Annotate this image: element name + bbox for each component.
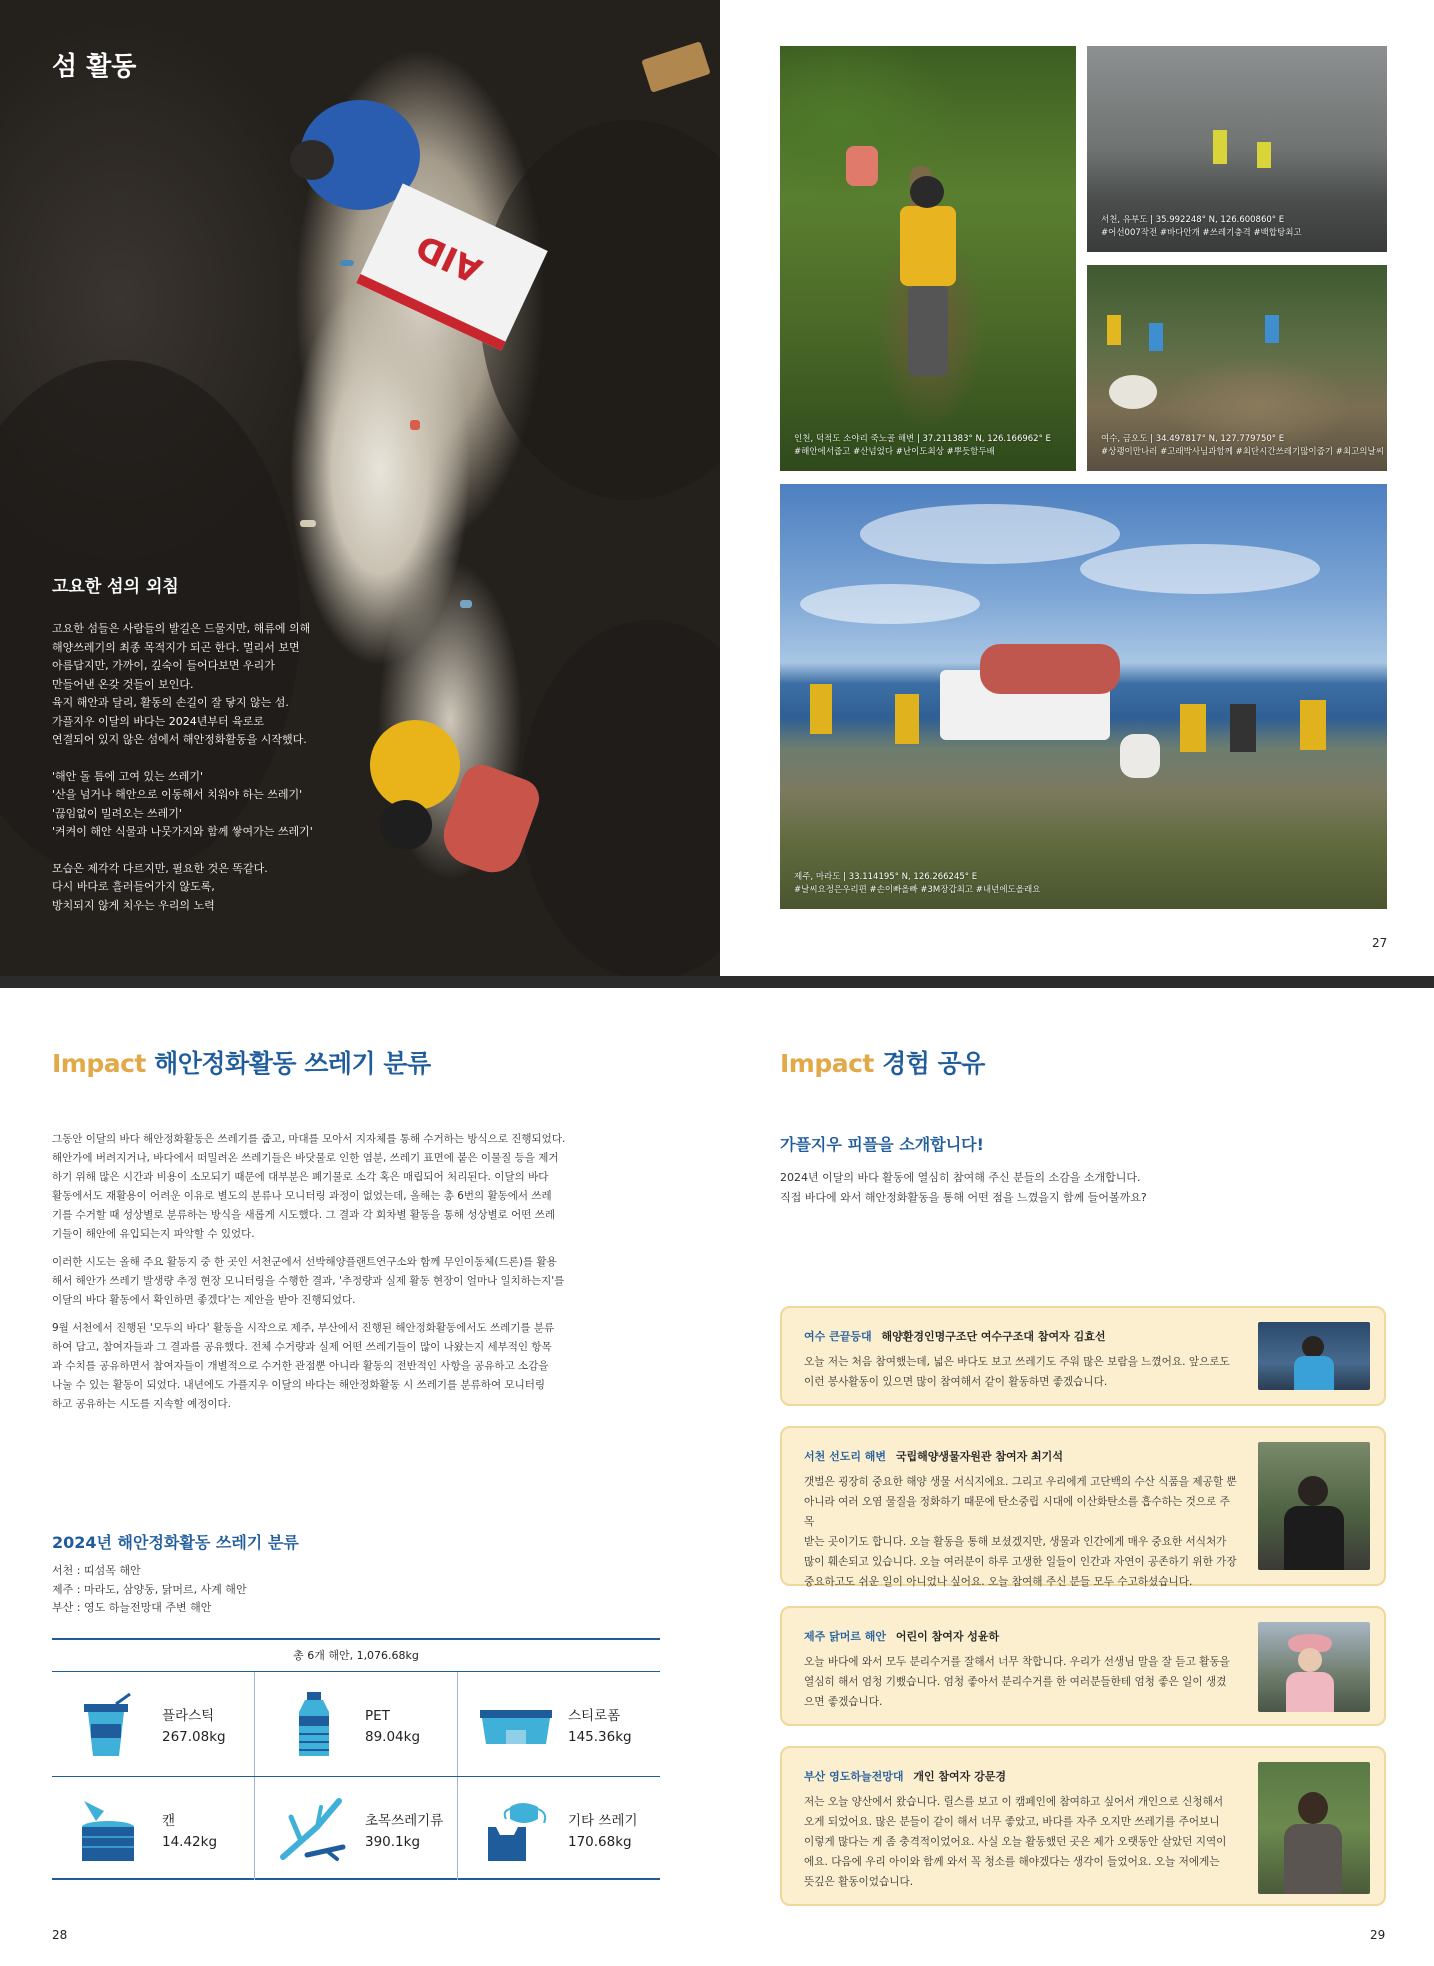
waste-name: 초목쓰레기류 [365, 1813, 444, 1829]
volunteer-vest [1180, 704, 1206, 752]
island-text [52, 620, 352, 933]
page-number: 28 [52, 1928, 68, 1942]
testimonial-body: 갯벌은 굉장히 중요한 해양 생물 서식지에요. 그리고 우리에게 고단백의 수산 식품을 제공할 뿐 아니라 여러 오염 물질을 정화하기 때문에 탄소중립 시대에 이산화탄소를 흡수하는 것으로 주목 받는 곳이기도 합니다. 오늘 활동을 통해 보셨겠지만, 생물과 인간에게 매우 중요한 서식처가 많이 훼손되고 있습니다. 오늘 여러분이 하루 고생한 일들이 인간과 자연이 공존하기 위한 가장 중요하고도 쉬운 일이 아니었나 싶어요. 오늘 참여해 주신 분들 모두 수고하셨습니다. [804, 1476, 1237, 1588]
island-cleanup-photo [0, 0, 720, 976]
styrofoam-box-icon [480, 1692, 552, 1758]
testimonial-body: 저는 오늘 양산에서 왔습니다. 릴스를 보고 이 캠페인에 참여하고 싶어서 개인으로 신청해서 오게 되었어요. 많은 분들이 같이 해서 너무 좋았고, 바다를 자주 오지만 쓰레기를 주어보니 이렇게 많다는 게 좀 충격적이었어요. 사실 오늘 활동했던 곳은 제가 오랫동안 살았던 지역이 에요. 다음에 우리 아이와 함께 와서 꼭 청소를 해야겠다는 생각이 들었어요. 오늘 저에게는 뜻깊은 활동이었습니다. [804, 1796, 1227, 1888]
waste-name: PET [365, 1708, 390, 1724]
impact-waste-title: Impact 해안정화활동 쓰레기 분류 [52, 1049, 431, 1078]
bag-print: AID [410, 225, 489, 291]
waste-name: 기타 쓰레기 [568, 1813, 638, 1829]
waste-name: 캔 [162, 1813, 176, 1829]
section-heading: 고요한 섬의 외침 [52, 577, 179, 597]
photo-yubudo [1087, 46, 1387, 252]
testimonial-body: 오늘 바다에 와서 모두 분리수거를 잘해서 너무 착합니다. 우리가 선생님 말을 잘 듣고 활동을 열심히 해서 엄청 기뻤습니다. 엄청 좋아서 분리수거를 한 여러분들한테 엄청 좋은 일이 생겼 으면 좋겠습니다. [804, 1656, 1230, 1708]
debris [410, 420, 420, 430]
paragraph: 9월 서천에서 진행된 '모두의 바다' 활동을 시작으로 제주, 부산에서 진행된 해안정화활동에서도 쓰레기를 분류 하여 담고, 참여자들과 그 결과를 공유했다. 전체 수거량과 실제 어떤 쓰레기들이 많이 나왔는지 세부적인 항목 과 수치를 공유하면서 참여자들이 개별적으로 수거한 관점뿐 아니라 활동의 전반적인 사항을 공유하고 소감을 나눌 수 있는 활동이 되었다. 내년에도 가플지우 이달의 바다는 해안정화활동 시 쓰레기를 분류하여 모니터링 하고 공유하는 시도를 지속할 예정이다. [52, 1322, 555, 1410]
waste-cell-other [458, 1777, 660, 1880]
waste-body-text [52, 1130, 654, 1423]
waste-cell-can [52, 1777, 255, 1880]
page-number: 29 [1370, 1928, 1386, 1942]
photo-caption: 여수, 금오도 | 34.497817° N, 127.779750° E #상괭이만나러 #고래박사님과함께 #최단시간쓰레기많이줍기 #최고의날씨 [1101, 434, 1384, 457]
participant-photo [1258, 1322, 1370, 1390]
paragraph: '해안 돌 틈에 고여 있는 쓰레기' '산을 넘거나 해안으로 이동해서 치워야 하는 쓰레기' '끊임없이 밀려오는 쓰레기' '켜켜이 해안 식물과 나뭇가지와 함께 쌓여가는 쓰레기' [52, 769, 313, 838]
spread-divider [0, 976, 1434, 988]
page-title: 섬 활동 [52, 52, 137, 82]
branch-icon [277, 1797, 349, 1863]
testimonial-body: 오늘 저는 처음 참여했는데, 넓은 바다도 보고 쓰레기도 주워 많은 보람을 느꼈어요. 앞으로도 이런 봉사활동이 있으면 많이 참여해서 같이 활동하면 좋겠습니다. [804, 1356, 1230, 1388]
volunteer-cap [910, 176, 944, 208]
volunteer-vest [1213, 130, 1227, 164]
cloud [800, 584, 980, 624]
volunteer-blue [1265, 315, 1279, 343]
photo-marado [780, 484, 1387, 909]
testimonial-title: 서천 선도리 해변 국립해양생물자원관 참여자 최기석 [804, 1450, 1063, 1463]
waste-table [52, 1638, 660, 1880]
waste-weight: 390.1kg [365, 1834, 421, 1850]
testimonial-title: 부산 영도하늘전망대 개인 참여자 강문경 [804, 1770, 1006, 1783]
waste-weight: 14.42kg [162, 1834, 218, 1850]
people-intro-title: 가플지우 피플을 소개합니다! [780, 1135, 984, 1154]
waste-cell-plastic [52, 1672, 255, 1776]
cloud [860, 504, 1120, 564]
location-list: 서천 : 띠섬목 해안 제주 : 마라도, 삼양동, 닭머르, 사계 해안 부산 : 영도 하늘전망대 주변 해안 [52, 1564, 247, 1614]
volunteer-vest [810, 684, 832, 734]
participant-photo [1258, 1762, 1370, 1894]
waste-weight: 170.68kg [568, 1834, 632, 1850]
testimonial-card [780, 1746, 1386, 1906]
waste-weight: 89.04kg [365, 1729, 421, 1745]
rock-shape [520, 620, 720, 976]
spread-top [0, 0, 1434, 976]
waste-classification-title: 2024년 해안정화활동 쓰레기 분류 [52, 1533, 299, 1552]
impact-experience-title: Impact 경험 공유 [780, 1049, 985, 1078]
waste-cell-branch [255, 1777, 458, 1880]
pet-bottle-icon [277, 1692, 349, 1758]
photo-caption: 서천, 유부도 | 35.992248° N, 126.600860° E #어선007작전 #바다안개 #쓰레기충격 #백합탕최고 [1101, 215, 1302, 238]
volunteer-vest [1107, 315, 1121, 345]
participant-photo [1258, 1622, 1370, 1712]
waste-weight: 145.36kg [568, 1729, 632, 1745]
volunteer-vest [1300, 700, 1326, 750]
photo-geumodo [1087, 265, 1387, 471]
participant-photo [1258, 1442, 1370, 1570]
testimonial-card [780, 1306, 1386, 1406]
plastic-cup-icon [74, 1692, 146, 1758]
debris [340, 260, 354, 266]
photo-caption: 제주, 마라도 | 33.114195° N, 126.266245° E #날씨요정은우리편 #손이빠올빠 #3M장갑최고 #내년에도올래요 [794, 872, 1041, 895]
waste-weight: 267.08kg [162, 1729, 226, 1745]
volunteer-vest [895, 694, 919, 744]
volunteer-legs [908, 286, 948, 376]
volunteer-blue [1149, 323, 1163, 351]
testimonial-card [780, 1426, 1386, 1586]
mask-bag-icon [480, 1797, 552, 1863]
paragraph: 모습은 제각각 다르지만, 필요한 것은 똑같다. 다시 바다로 흘러들어가지 않도록, 방치되지 않게 치우는 우리의 노력 [52, 861, 268, 912]
photo-caption: 인천, 덕적도 소야리 죽노골 해변 | 37.211383° N, 126.166962° E #해안에서줍고 #산넘었다 #난이도최상 #뿌듯함두배 [794, 434, 1051, 457]
paragraph: 이러한 시도는 올해 주요 활동지 중 한 곳인 서천군에서 선박해양플랜트연구소와 함께 무인이동체(드론)를 활용 해서 해안가 쓰레기 발생량 추정 현장 모니터링을 수행한 결과, '추정량과 실제 활동 현장이 얼마나 일치하는지'를 이달의 바다 활동에서 확인하면 좋겠다'는 제안을 받아 진행되었다. [52, 1256, 565, 1306]
testimonial-title: 여수 큰끝등대 해양환경인명구조단 여수구조대 참여자 김효선 [804, 1330, 1106, 1343]
volunteer-head [380, 800, 432, 850]
table-header: 총 6개 해안, 1,076.68kg [52, 1640, 660, 1672]
volunteer-far [846, 146, 878, 186]
debris [300, 520, 316, 527]
buoy [1109, 375, 1157, 409]
debris [460, 600, 472, 608]
volunteer-dark [1230, 704, 1256, 752]
table-row [52, 1672, 660, 1776]
paragraph: 그동안 이달의 바다 해안정화활동은 쓰레기를 줍고, 마대를 모아서 지자체를 통해 수거하는 방식으로 진행되었다. 해안가에 버려지거나, 바다에서 떠밀려온 쓰레기들은 바닷물로 인한 염분, 쓰레기 표면에 붙은 이물질 등을 제거 하기 위해 많은 시간과 비용이 소모되기 때문에 대부분은 폐기물로 소각 혹은 매립되어 처리된다. 이달의 바다 활동에서도 재활용이 어려운 이유로 별도의 분류나 모니터링 과정이 없었는데, 올해는 총 6번의 활동에서 쓰레 기를 수거할 때 성상별로 분류하는 방식을 새롭게 시도했다. 그 결과 각 회차별 활동을 통해 성상별로 어떤 쓰레 기들이 해안에 유입되는지 파악할 수 있었다. [52, 1133, 566, 1240]
paragraph: 고요한 섬들은 사람들의 발길은 드물지만, 해류에 의해 해양쓰레기의 최종 목적지가 되곤 한다. 멀리서 보면 아름답지만, 가까이, 깊숙이 들어다보면 우리가 만들어낸 온갖 것들이 보인다. 육지 해안과 달리, 활동의 손길이 잘 닿지 않는 섬. 가플지우 이달의 바다는 2024년부터 육로로 연결되어 있지 않은 섬에서 해안정화활동을 시작했다. [52, 622, 311, 746]
waste-cell-pet [255, 1672, 458, 1776]
volunteer-vest [1257, 142, 1271, 168]
testimonial-card [780, 1606, 1386, 1726]
waste-cell-styrofoam [458, 1672, 660, 1776]
trash-bag [1120, 734, 1160, 778]
volunteer-yellow-vest [900, 206, 956, 286]
cloud [1080, 544, 1320, 594]
table-row [52, 1776, 660, 1880]
cardboard-debris [641, 41, 710, 92]
truck-bags [980, 644, 1120, 694]
waste-name: 플라스틱 [162, 1708, 215, 1724]
people-intro-text: 2024년 이달의 바다 활동에 열심히 참여해 주신 분들의 소감을 소개합니다. 직접 바다에 와서 해안정화활동을 통해 어떤 점을 느꼈을지 함께 들어볼까요? [780, 1171, 1147, 1204]
volunteer-yellow-vest [370, 720, 460, 810]
can-icon [74, 1797, 146, 1863]
page-number: 27 [1372, 936, 1388, 950]
waste-name: 스티로폼 [568, 1708, 621, 1724]
photo-deokjeokdo [780, 46, 1076, 471]
testimonial-title: 제주 닭머르 해안 어린이 참여자 성윤하 [804, 1630, 1000, 1643]
volunteer-head [290, 140, 334, 180]
